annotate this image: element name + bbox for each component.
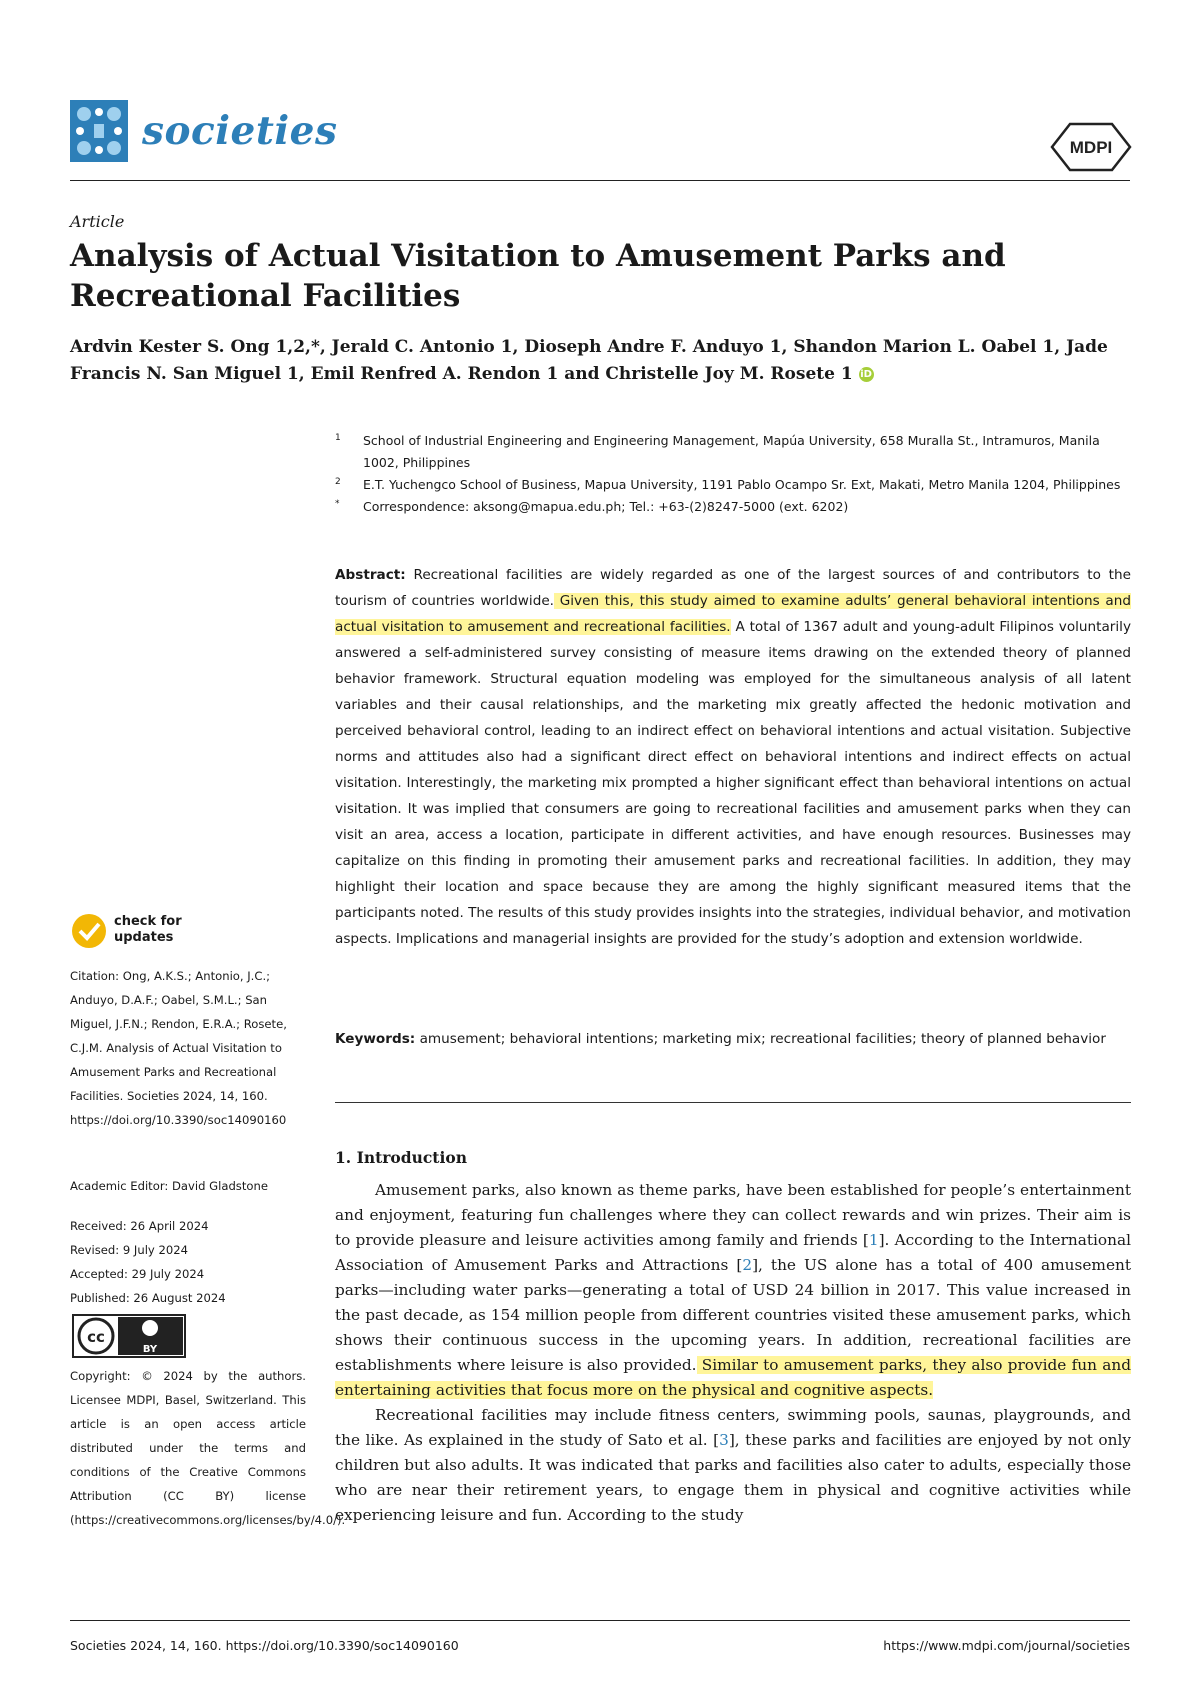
correspondence-text: Correspondence: aksong@mapua.edu.ph; Tel.: +63-(2)8247-5000 (ext. 6202) xyxy=(363,499,849,514)
svg-text:MDPI: MDPI xyxy=(1069,138,1113,157)
abstract xyxy=(335,562,1131,952)
paragraph xyxy=(335,1178,1131,1403)
published-date: Published: 26 August 2024 xyxy=(70,1291,226,1305)
affiliation-number: 1 xyxy=(335,433,341,443)
cc-by-label: BY xyxy=(142,1344,158,1355)
journal-name: societies xyxy=(142,108,338,154)
affiliation-1 xyxy=(335,430,1135,474)
affiliation-number: * xyxy=(335,499,340,509)
text: Amusement parks, also known as theme parks, have been established for people’s entertainment and enjoyment, featuring fun challenges where they can collect rewards and win prizes. Their aim is to provide pleasure and leisure activities among family and friends [ xyxy=(335,1181,1131,1249)
academic-editor: Academic Editor: David Gladstone xyxy=(70,1179,268,1193)
text: Recreational facilities may include fitness centers, swimming pools, saunas, playgrounds, and the like. As explained in the study of Sato et al. [ xyxy=(335,1406,1131,1449)
revised-date: Revised: 9 July 2024 xyxy=(70,1243,188,1257)
introduction-body xyxy=(335,1178,1131,1528)
text: ]. According to the International Association of Amusement Parks and Attractions [ xyxy=(335,1231,1131,1274)
orcid-icon[interactable]: iD xyxy=(860,369,872,380)
article-type: Article xyxy=(70,212,125,231)
received-date: Received: 26 April 2024 xyxy=(70,1219,209,1233)
header-divider xyxy=(70,180,1130,181)
abstract-divider xyxy=(335,1102,1131,1103)
intro-highlight: Similar to amusement parks, they also provide fun and entertaining activities that focus more on the physical and cognitive aspects. xyxy=(335,1356,1131,1399)
cc-by-license-icon[interactable] xyxy=(72,1314,186,1358)
author-list xyxy=(70,334,1130,388)
abstract-highlight: Given this, this study aimed to examine adults’ general behavioral intentions and actual visitation to amusement and recreational facilities. xyxy=(335,593,1131,635)
check-for-updates-icon[interactable] xyxy=(70,912,108,950)
journal-logo-icon xyxy=(70,100,128,162)
check-line-1: check for xyxy=(114,914,182,929)
mdpi-logo-icon xyxy=(1050,122,1132,172)
citation-link[interactable]: 3 xyxy=(719,1431,729,1449)
text: ], the US alone has a total of 400 amusement parks—including water parks—generating a total of USD 24 billion in 2017. This value increased in the past decade, as 154 million people from different countries visited these amusement parks, which shows their continuous success in the upcoming years. In addition, recreational facilities are establishments where leisure is also provided. xyxy=(335,1256,1131,1374)
check-for-updates-label[interactable] xyxy=(114,914,182,946)
authors-text: Ardvin Kester S. Ong 1,2,*, Jerald C. Antonio 1, Dioseph Andre F. Anduyo 1, Shandon Marion L. Oabel 1, Jade Francis N. San Miguel 1, Emil Renfred A. Rendon 1 and Christelle Joy M. Rosete 1 xyxy=(70,337,1108,384)
citation-link[interactable]: 2 xyxy=(742,1256,753,1274)
affiliation-2 xyxy=(335,474,1135,496)
article-title: Analysis of Actual Visitation to Amusement Parks and Recreational Facilities xyxy=(70,238,1006,314)
section-heading: 1. Introduction xyxy=(335,1148,467,1167)
footer-divider xyxy=(70,1620,1130,1621)
text: ], these parks and facilities are enjoyed by not only children but also adults. It was indicated that parks and facilities also cater to adults, especially those who are near their retirement years, to engage them in physical and cognitive activities while experiencing leisure and fun. According to the study xyxy=(335,1431,1131,1524)
affiliation-number: 2 xyxy=(335,477,341,487)
correspondence xyxy=(335,496,1135,518)
footer-citation[interactable]: Societies 2024, 14, 160. https://doi.org/10.3390/soc14090160 xyxy=(70,1638,459,1653)
accepted-date: Accepted: 29 July 2024 xyxy=(70,1267,205,1281)
affiliations xyxy=(335,430,1135,518)
paragraph xyxy=(335,1403,1131,1528)
keywords xyxy=(335,1026,1131,1052)
abstract-label: Abstract: xyxy=(335,567,406,583)
citation-link[interactable]: 1 xyxy=(868,1231,879,1249)
abstract-text-1: Recreational facilities are widely regarded as one of the largest sources of and contributors to the tourism of countries worldwide. xyxy=(335,567,1131,609)
copyright-block: Copyright: © 2024 by the authors. Licensee MDPI, Basel, Switzerland. This article is an open access article distributed under the terms and conditions of the Creative Commons Attribution (CC BY) license (https://creativecommons.org/licenses/by/4.0/). xyxy=(70,1369,346,1527)
svg-text:cc: cc xyxy=(87,1328,105,1346)
keywords-text: amusement; behavioral intentions; marketing mix; recreational facilities; theory of planned behavior xyxy=(415,1031,1106,1047)
dates-block xyxy=(70,1214,306,1310)
keywords-label: Keywords: xyxy=(335,1031,416,1047)
citation-block: Citation: Ong, A.K.S.; Antonio, J.C.; Anduyo, D.A.F.; Oabel, S.M.L.; San Miguel, J.F.N.; Rendon, E.R.A.; Rosete, C.J.M. Analysis of Actual Visitation to Amusement Parks and Recreational Facilities. Societies 2024, 14, 160. https://doi.org/10.3390/soc14090160 xyxy=(70,969,287,1127)
footer-journal-link[interactable]: https://www.mdpi.com/journal/societies xyxy=(883,1638,1130,1653)
affiliation-text: School of Industrial Engineering and Engineering Management, Mapúa University, 658 Muralla St., Intramuros, Manila 1002, Philippines xyxy=(363,433,1100,470)
check-line-2: updates xyxy=(114,930,174,945)
affiliation-text: E.T. Yuchengco School of Business, Mapua University, 1191 Pablo Ocampo Sr. Ext, Makati, Metro Manila 1204, Philippines xyxy=(363,477,1121,492)
abstract-text-2: A total of 1367 adult and young-adult Filipinos voluntarily answered a self-administered survey consisting of measure items drawing on the extended theory of planned behavior framework. Structural equation modeling was employed for the simultaneous analysis of all latent variables and their causal relationships, and the marketing mix greatly affected the hedonic motivation and perceived behavioral control, leading to an indirect effect on behavioral intentions and actual visitation. Subjective norms and attitudes also had a significant direct effect on behavioral intentions and indirect effects on actual visitation. Interestingly, the marketing mix prompted a higher significant effect than behavioral intentions on actual visitation. It was implied that consumers are going to recreational facilities and amusement parks when they can visit an area, access a location, participate in different activities, and have enough resources. Businesses may capitalize on this finding in promoting their amusement parks and recreational facilities. In addition, they may highlight their location and space because they are among the highly significant measured items that the participants noted. The results of this study provides insights into the strategies, individual behavior, and motivation aspects. Implications and managerial insights are provided for the study’s adoption and extension worldwide. xyxy=(335,619,1131,947)
